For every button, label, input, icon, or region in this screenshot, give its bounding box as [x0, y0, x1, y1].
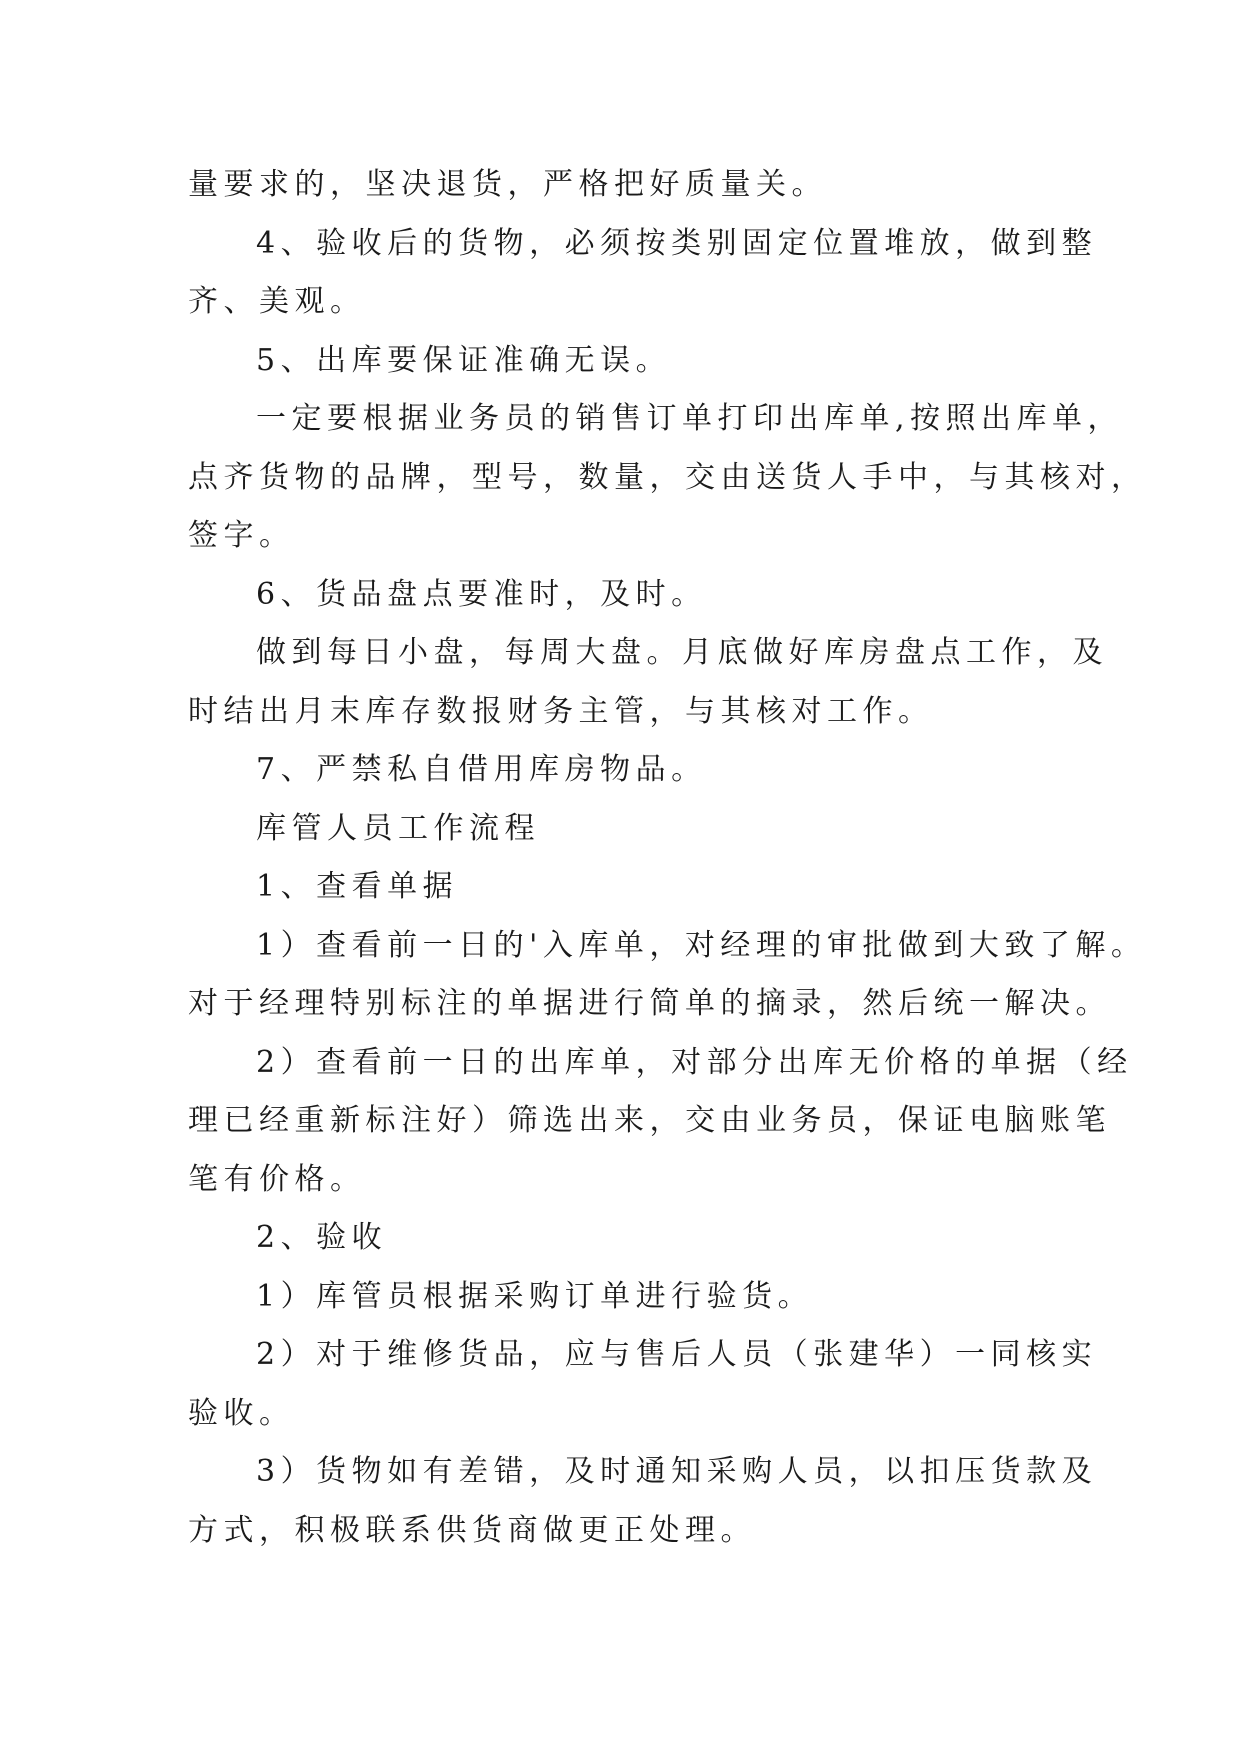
text-line: 4、验收后的货物，必须按类别固定位置堆放，做到整 — [256, 225, 1098, 261]
text-line: 验收。 — [188, 1395, 295, 1431]
text-line: 2、验收 — [256, 1220, 388, 1255]
paragraph — [188, 800, 1068, 859]
text-line: 时结出月末库存数报财务主管，与其核对工作。 — [188, 693, 934, 729]
paragraph — [188, 390, 1147, 566]
paragraph — [188, 1209, 1068, 1268]
text-line: 7、严禁私自借用库房物品。 — [256, 752, 707, 787]
paragraph — [188, 566, 1068, 625]
text-line: 1）查看前一日的'入库单，对经理的审批做到大致了解。 — [256, 927, 1147, 963]
text-line: 5、出库要保证准确无误。 — [256, 342, 672, 378]
document-body — [188, 156, 1147, 1560]
text-line: 2）对于维修货品，应与售后人员（张建华）一同核实 — [256, 1337, 1098, 1372]
text-line: 量要求的，坚决退货，严格把好质量关。 — [188, 167, 827, 202]
paragraph — [188, 741, 1068, 800]
text-line: 3）货物如有差错，及时通知采购人员，以扣压货款及 — [256, 1454, 1098, 1489]
paragraph — [188, 917, 1147, 1034]
text-line: 签字。 — [188, 518, 295, 553]
text-line: 笔有价格。 — [188, 1161, 366, 1197]
paragraph — [188, 1034, 1133, 1210]
text-line: 库管人员工作流程 — [256, 810, 540, 846]
text-line: 一定要根据业务员的销售订单打印出库单,按照出库单， — [256, 401, 1124, 436]
paragraph — [188, 1443, 1098, 1560]
text-line: 方式，积极联系供货商做更正处理。 — [188, 1512, 756, 1548]
text-line: 1）库管员根据采购订单进行验货。 — [256, 1278, 814, 1314]
paragraph — [188, 332, 1068, 391]
text-line: 点齐货物的品牌，型号，数量，交由送货人手中，与其核对， — [188, 459, 1147, 495]
text-line: 2）查看前一日的出库单，对部分出库无价格的单据（经 — [256, 1044, 1133, 1080]
paragraph — [188, 156, 1068, 215]
paragraph — [188, 858, 1068, 917]
text-line: 做到每日小盘，每周大盘。月底做好库房盘点工作，及 — [256, 635, 1108, 670]
paragraph — [188, 624, 1108, 741]
paragraph — [188, 215, 1098, 332]
paragraph — [188, 1326, 1098, 1443]
text-line: 对于经理特别标注的单据进行简单的摘录，然后统一解决。 — [188, 986, 1111, 1021]
paragraph — [188, 1268, 1068, 1327]
text-line: 1、查看单据 — [256, 869, 459, 904]
text-line: 齐、美观。 — [188, 284, 366, 319]
text-line: 6、货品盘点要准时，及时。 — [256, 576, 707, 612]
text-line: 理已经重新标注好）筛选出来，交由业务员，保证电脑账笔 — [188, 1103, 1111, 1138]
